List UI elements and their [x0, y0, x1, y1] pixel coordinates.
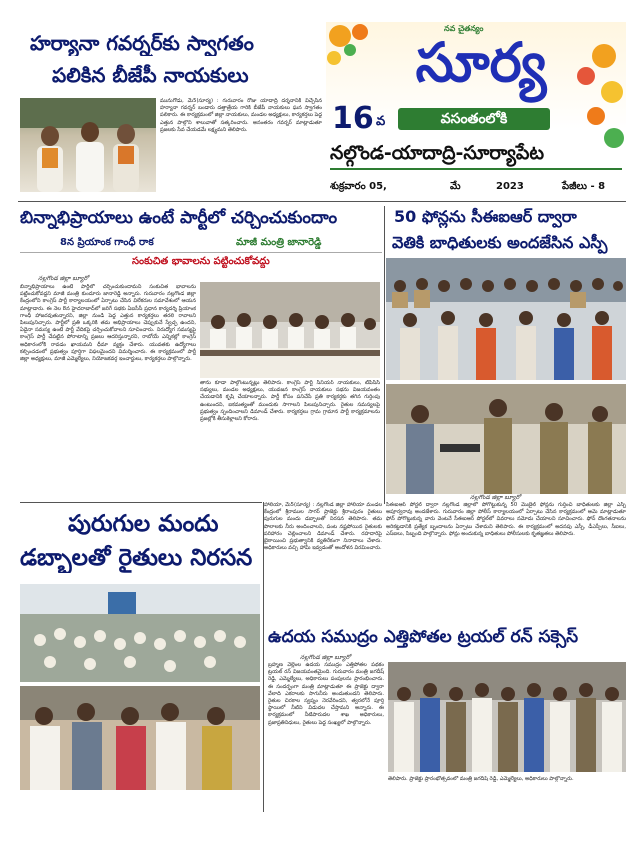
story2-sub-left: 8న ప్రియాంక గాంధీ రాక — [60, 237, 154, 248]
trial-run-inauguration-photo — [388, 662, 626, 772]
story3-dateline: నల్లగొండ జిల్లా బ్యూరో — [470, 494, 521, 501]
page-number: పేజీలు - 8 — [562, 181, 606, 192]
masthead-flowers-left — [326, 22, 386, 82]
story1-body: మునుగోడు, మే5(సూర్య) : గురువారం రోజు యాదాద్రి దర్శనానికి విచ్చేసిన హర్యానా గవర్నర్ బండారు దత్తాత్రేయ గారికి బీజేపీ నాయకులు ఘన స్వాగతం పలికారు. ఈ కార్యక్రమంలో జిల్లా నాయకులు, మండల అధ్యక్షులు, కార్యకర్తలు పెద్ద ఎత్తున పాల్గొని శాలువాతో సత్కరించారు. అనంతరం గవర్నర్ మాట్లాడుతూ ప్రజలకు సేవ చేయడమే లక్ష్యమని తెలిపారు. — [160, 98, 322, 133]
dateline-bar — [326, 178, 626, 196]
masthead — [326, 22, 626, 200]
story5-body: బ్రహ్మణ వెల్లెంల ఉదయ సముద్రం ఎత్తిపోతల పథకం ట్రయల్ రన్ విజయవంతమైంది. గురువారం మంత్రి జగదీష్ రెడ్డి, ఎమ్మెల్యేలు, అధికారులు పంపులను ప్రారంభించారు. ఈ సందర్భంగా మంత్రి మాట్లాడుతూ ఈ ప్రాజెక్టు ద్వారా వేలాది ఎకరాలకు సాగునీరు అందుతుందని తెలిపారు. రైతుల చిరకాల స్వప్నం నెరవేరిందని, త్వరలోనే పూర్తి స్థాయిలో నీటిని విడుదల చేస్తామని అన్నారు. ఈ కార్యక్రమంలో నీటిపారుదల శాఖ అధికారులు, ప్రజాప్రతినిధులు, రైతులు పెద్ద సంఖ్యలో పాల్గొన్నారు. — [268, 662, 384, 726]
edition-number: 16 — [332, 101, 374, 136]
story3-headline-line2: వెతికి బాధితులకు అందజేసిన ఎస్పీ — [392, 233, 608, 252]
story4-headline-line1: పురుగుల మందు — [68, 511, 219, 537]
divider-vertical — [384, 206, 385, 504]
story2-body-left: బిన్నాభిప్రాయాలు ఉంటే పార్టీలో చర్చించుకుందామని సంకుచిత భావాలను పట్టించుకోవద్దని మాజీ మంత్రి కుందూరు జానారెడ్డి అన్నారు. గురువారం నల్లగొండ జిల్లా కేంద్రంలోని కాంగ్రెస్ పార్టీ కార్యాలయంలో ఏర్పాటు చేసిన విలేకరుల సమావేశంలో ఆయన మాట్లాడారు. ఈ నెల 8న హైదరాబాద్‌లో జరిగే సభకు ఏఐసీసీ ప్రధాన కార్యదర్శి ప్రియాంక గాంధీ హాజరవుతున్నారని, జిల్లా నుండి పెద్ద ఎత్తున కార్యకర్తలు తరలి రావాలని పిలుపునిచ్చారు. పార్టీలో ప్రతి ఒక్కరికి తమ అభిప్రాయాలు చెప్పుకునే స్వేచ్ఛ ఉందని, ఏదైనా సమస్య ఉంటే పార్టీ వేదికపై చర్చించుకోవాలని సూచించారు. నిరుద్యోగ సమస్యపై కాంగ్రెస్ పార్టీ చేపట్టిన పోరాటాన్ని ప్రజలు ఆదరిస్తున్నారని, రాబోయే ఎన్నికల్లో కాంగ్రెస్ అధికారంలోకి రావడం ఖాయమని ధీమా వ్యక్తం చేశారు. యువతకు ఉద్యోగాలు కల్పించడంలో ప్రభుత్వం పూర్తిగా విఫలమైందని విమర్శించారు. ఈ కార్యక్రమంలో పార్టీ జిల్లా అధ్యక్షులు, మాజీ ఎమ్మెల్యేలు, నియోజకవర్గ ఇంచార్జులు, కార్యకర్తలు పాల్గొన్నారు. — [20, 284, 196, 363]
phone-handover-group-photo — [386, 258, 626, 380]
masthead-brand-tagline: నవ చైతన్యం — [444, 24, 484, 33]
edition-suffix: వ — [376, 114, 386, 129]
governor-welcome-photo — [20, 98, 156, 192]
date-month: మే — [450, 181, 461, 192]
farmers-protest-road-photo — [20, 584, 260, 682]
region-banner: నల్గొండ-యాదాద్రి-సూర్యాపేట — [330, 138, 622, 170]
sp-handover-photo — [386, 384, 626, 494]
farmers-protest-closeup-photo — [20, 686, 260, 790]
press-meet-photo — [200, 282, 380, 378]
story3-headline-line1: 50 ఫోన్లను సీఈఐఆర్ ద్వారా — [394, 207, 577, 226]
story2-headline: బిన్నాభిప్రాయాలు ఉంటే పార్టీలో చర్చించుకుందాం — [20, 208, 338, 228]
story2-sub-center: సంకుచిత భావాలను పట్టించుకోవద్దు — [132, 256, 270, 267]
story2-body-right: తాను కూడా పాల్గొంటున్నట్లు తెలిపారు. కాంగ్రెస్ పార్టీ సీనియర్ నాయకులు, టీపీసీసీ సభ్యులు, మండల అధ్యక్షులు, యువజన కాంగ్రెస్ నాయకులు సభను విజయవంతం చేయడానికి కృషి చేయాలన్నారు. పార్టీ కోసం పనిచేసే ప్రతి కార్యకర్తకు తగిన గుర్తింపు ఉంటుందని, ఐకమత్యంతో ముందుకు సాగాలని పిలుపునిచ్చారు. రైతుల సమస్యలపై ప్రభుత్వం స్పందించాలని డిమాండ్ చేశారు. కార్యకర్తలు గ్రామ గ్రామాన పార్టీ కార్యక్రమాలను ప్రజల్లోకి తీసుకెళ్లాలని కోరారు. — [200, 380, 380, 423]
divider-top — [18, 201, 626, 202]
story1-headline-line1: హర్యానా గవర్నర్‌కు స్వాగతం — [30, 31, 254, 55]
story2-dateline: నల్లగొండ జిల్లా బ్యూరో — [38, 275, 89, 282]
anniversary-text: వసంతంలోకి — [440, 111, 508, 127]
story3-body: సీఈఐఆర్ పోర్టల్ ద్వారా నల్లగొండ జిల్లాలో పోగొట్టుకున్న 50 మొబైల్ ఫోన్లను గుర్తించి బాధితులకు జిల్లా ఎస్పీ అపూర్వరావు అందజేశారు. గురువారం జిల్లా పోలీస్ కార్యాలయంలో ఏర్పాటు చేసిన కార్యక్రమంలో ఆమె మాట్లాడుతూ ఫోన్ పోగొట్టుకున్న వారు వెంటనే సీఈఐఆర్ పోర్టల్‌లో వివరాలు నమోదు చేయాలని సూచించారు. ఫోన్ దొంగతనాలను అరికట్టడానికి ప్రత్యేక బృందాలను ఏర్పాటు చేశామని తెలిపారు. ఈ కార్యక్రమంలో అదనపు ఎస్పీ, డీఎస్పీలు, సీఐలు, ఎస్ఐలు, సిబ్బంది పాల్గొన్నారు. ఫోన్లు అందుకున్న బాధితులు పోలీసులకు కృతజ్ఞతలు తెలిపారు. — [386, 502, 626, 537]
story2-sub-rule — [20, 252, 382, 253]
date-day: శుక్రవారం 05, — [330, 181, 387, 192]
story5-headline: ఉదయ సముద్రం ఎత్తిపోతల ట్రయల్ రన్ సక్సెస్ — [268, 627, 579, 647]
masthead-brand: సూర్య — [415, 31, 547, 94]
story4-headline-box — [20, 502, 262, 580]
story5-caption: తెలిపారు. ప్రాజెక్టు ప్రారంభోత్సవంలో మంత్రి జగదీష్ రెడ్డి, ఎమ్మెల్యేలు, అధికారులు పాల్గొన్నారు. — [388, 776, 574, 782]
divider-bottom-vertical — [263, 502, 264, 812]
story1-headline-line2: పలికిన బీజేపీ నాయకులు — [52, 63, 249, 87]
story4-body: హాలియా, మే5(సూర్య) : నల్లగొండ జిల్లా హాలియా మండల కేంద్రంలో శ్రీరాముల సాగర్ ప్రాజెక్టు శ్రీరాంపురం రైతులు పురుగుల మందు డబ్బాలతో నిరసన తెలిపారు. తమ పొలాలకు నీరు అందించాలని, పంట నష్టపోయిన రైతులకు పరిహారం చెల్లించాలని డిమాండ్ చేశారు. రహదారిపై బైఠాయించి ప్రభుత్వానికి వ్యతిరేకంగా నినాదాలు చేశారు. అధికారులు వచ్చి హామీ ఇవ్వడంతో ఆందోళన విరమించారు. — [264, 502, 382, 552]
story2-sub-right: మాజీ మంత్రి జానారెడ్డి — [236, 237, 322, 248]
date-year: 2023 — [496, 181, 524, 192]
anniversary-banner — [398, 108, 550, 130]
story4-headline-line2: డబ్బాలతో రైతులు నిరసన — [20, 545, 253, 571]
story5-dateline: నల్లగొండ జిల్లా బ్యూరో — [300, 654, 351, 661]
